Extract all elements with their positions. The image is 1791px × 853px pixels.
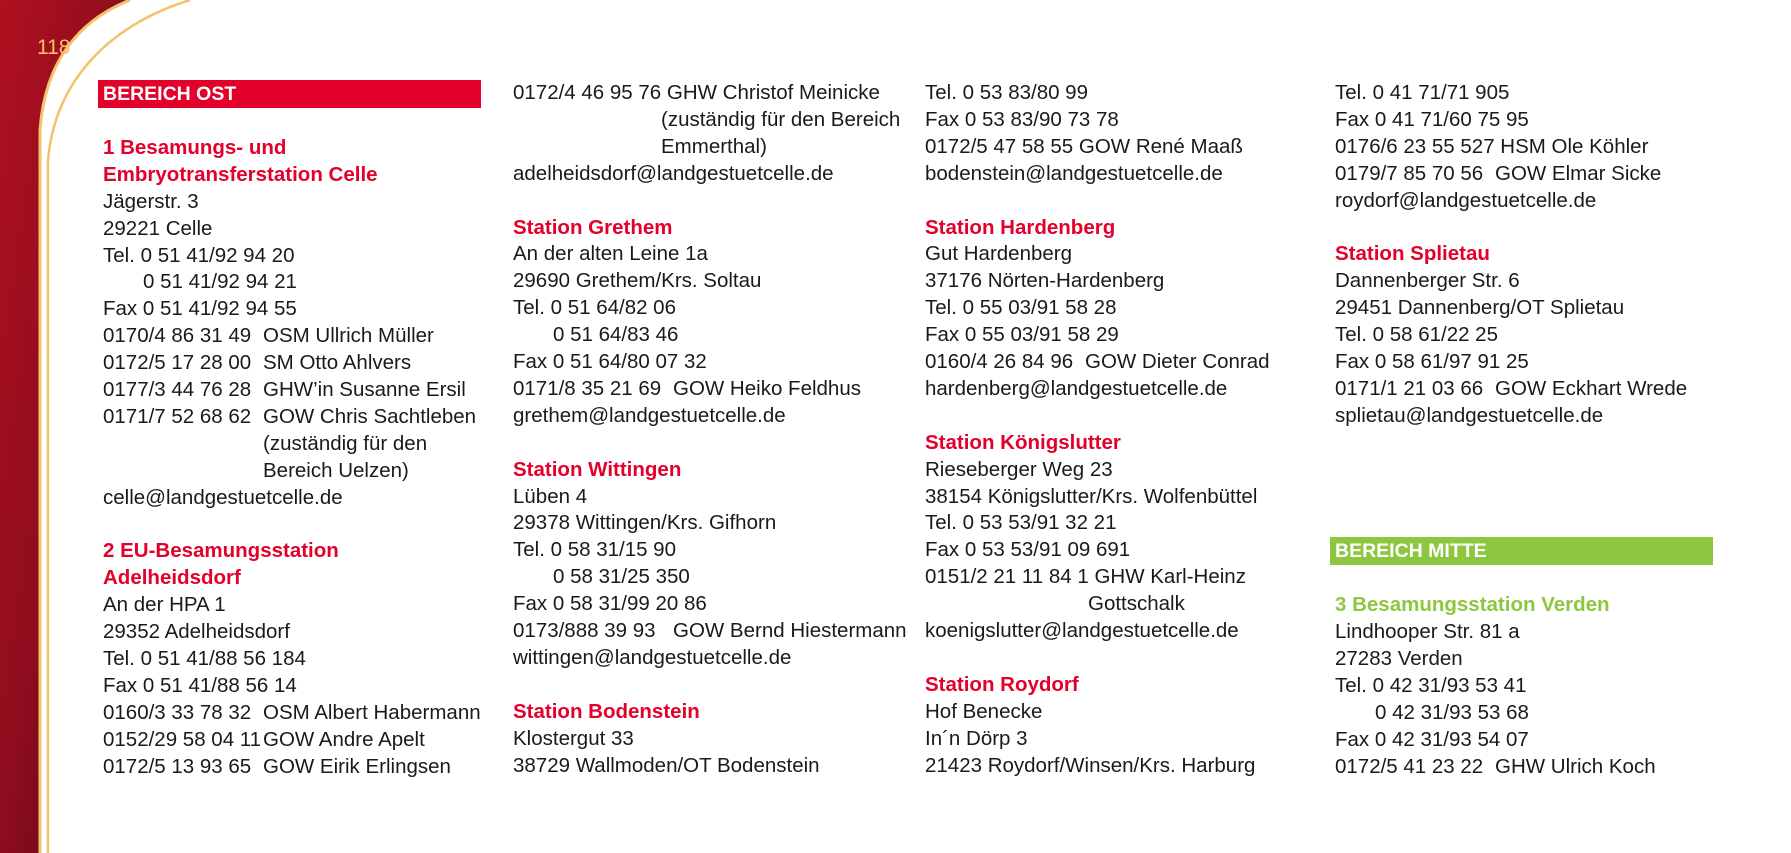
address-street: An der alten Leine 1a — [513, 242, 708, 266]
contact-row — [1335, 376, 1713, 403]
contact-note: (zuständig für den — [263, 431, 428, 455]
phone: Tel. 0 53 53/91 32 21 — [925, 511, 1117, 535]
contact-number: 0171/7 52 68 62 — [103, 404, 252, 428]
contact-name: GOW Heiko Feldhus — [673, 376, 861, 400]
contact-row: 0172/4 46 95 76 GHW Christof Meinicke — [513, 81, 880, 104]
contact-row — [1335, 161, 1713, 188]
contact-number: 0172/5 17 28 00 — [103, 351, 252, 375]
contact-note: Emmerthal) — [661, 134, 767, 158]
column-1 — [103, 80, 481, 781]
contact-number: 0173/888 39 93 — [513, 619, 656, 643]
contact-number: 0171/1 21 03 66 — [1335, 376, 1484, 400]
fax: Fax 0 53 53/91 09 691 — [925, 538, 1131, 562]
phone: 0 51 41/92 94 21 — [143, 270, 297, 294]
email-link[interactable]: bodenstein@landgestuetcelle.de — [925, 161, 1223, 185]
address-city: 29221 Celle — [103, 216, 213, 240]
station-title: 1 Besamungs- und — [103, 135, 287, 159]
address-street: Rieseberger Weg 23 — [925, 457, 1113, 481]
contact-note: Gottschalk — [1088, 592, 1185, 616]
fax: Fax 0 42 31/93 54 07 — [1335, 727, 1529, 751]
station-title: Station Splietau — [1335, 242, 1490, 266]
column-4 — [1335, 80, 1713, 781]
fax: Fax 0 53 83/90 73 78 — [925, 107, 1119, 131]
contact-row — [513, 618, 907, 645]
contact-row — [103, 404, 481, 431]
email-link[interactable]: adelheidsdorf@landgestuetcelle.de — [513, 161, 834, 185]
contact-name: OSM Albert Habermann — [263, 700, 481, 724]
contact-number: 0160/3 33 78 32 — [103, 700, 252, 724]
email-link[interactable]: grethem@landgestuetcelle.de — [513, 403, 786, 427]
phone: Tel. 0 53 83/80 99 — [925, 81, 1088, 104]
contact-name: GOW Andre Apelt — [263, 727, 425, 751]
contact-name: OSM Ullrich Müller — [263, 324, 434, 348]
phone: 0 51 64/83 46 — [553, 323, 679, 347]
station-title: Station Grethem — [513, 215, 673, 239]
address-city: 29690 Grethem/Krs. Soltau — [513, 269, 762, 293]
address-city: 38154 Königslutter/Krs. Wolfenbüttel — [925, 484, 1258, 508]
column-2 — [513, 80, 907, 780]
phone: 0 42 31/93 53 68 — [1375, 700, 1529, 724]
station-title: Embryotransferstation Celle — [103, 162, 378, 186]
address-street: Klostergut 33 — [513, 726, 634, 750]
contact-row — [1335, 754, 1713, 781]
contact-row: 0176/6 23 55 527 HSM Ole Köhler — [1335, 134, 1649, 158]
address-street: Dannenberger Str. 6 — [1335, 269, 1520, 293]
phone: Tel. 0 42 31/93 53 41 — [1335, 673, 1527, 697]
fax: Fax 0 51 41/88 56 14 — [103, 674, 297, 697]
contact-number: 0170/4 86 31 49 — [103, 324, 252, 348]
address-street: Jägerstr. 3 — [103, 189, 199, 213]
phone: Tel. 0 55 03/91 58 28 — [925, 296, 1117, 320]
address-street: Hof Benecke — [925, 699, 1043, 723]
contact-name: GOW Eckhart Wrede — [1495, 376, 1688, 400]
station-title: Station Hardenberg — [925, 215, 1116, 239]
contact-row: 0172/5 47 58 55 GOW René Maaß — [925, 134, 1243, 158]
contact-note: Bereich Uelzen) — [263, 458, 409, 482]
contact-name: GOW Eirik Erlingsen — [263, 754, 451, 778]
column-3 — [925, 80, 1270, 780]
fax: Fax 0 55 03/91 58 29 — [925, 323, 1119, 347]
contact-name: GOW Chris Sachtleben — [263, 404, 477, 428]
contact-number: 0171/8 35 21 69 — [513, 376, 662, 400]
phone: Tel. 0 58 31/15 90 — [513, 538, 676, 562]
contact-row — [103, 700, 481, 727]
address-city: 29352 Adelheidsdorf — [103, 620, 290, 644]
address-city: 27283 Verden — [1335, 647, 1463, 671]
section-header-bereich-mitte: BEREICH MITTE — [1330, 537, 1713, 565]
fax: Fax 0 58 31/99 20 86 — [513, 592, 707, 616]
page-number: 118 — [37, 36, 71, 59]
contact-name: GOW Dieter Conrad — [1085, 350, 1270, 374]
email-link[interactable]: celle@landgestuetcelle.de — [103, 485, 343, 509]
station-title: Adelheidsdorf — [103, 566, 241, 590]
station-title: Station Wittingen — [513, 457, 682, 481]
contact-name: GOW Elmar Sicke — [1495, 161, 1662, 185]
contact-name: GOW Bernd Hiestermann — [673, 619, 907, 643]
address-street: Lindhooper Str. 81 a — [1335, 620, 1520, 644]
contact-number: 0177/3 44 76 28 — [103, 378, 252, 402]
contact-name: SM Otto Ahlvers — [263, 351, 412, 375]
contact-name: GHW’in Susanne Ersil — [263, 378, 466, 402]
phone: Tel. 0 51 64/82 06 — [513, 296, 676, 320]
email-link[interactable]: hardenberg@landgestuetcelle.de — [925, 376, 1228, 400]
contact-name: GHW Ulrich Koch — [1495, 754, 1656, 778]
email-link[interactable]: roydorf@landgestuetcelle.de — [1335, 188, 1597, 212]
contact-number: 0179/7 85 70 56 — [1335, 161, 1484, 185]
contact-row: 0151/2 21 11 84 1 GHW Karl-Heinz — [925, 565, 1246, 589]
address-street: In´n Dörp 3 — [925, 726, 1028, 750]
address-city: 29378 Wittingen/Krs. Gifhorn — [513, 511, 777, 535]
contact-row — [513, 376, 907, 403]
fax: Fax 0 58 61/97 91 25 — [1335, 350, 1529, 374]
address-city: 21423 Roydorf/Winsen/Krs. Harburg — [925, 753, 1256, 777]
email-link[interactable]: splietau@landgestuetcelle.de — [1335, 403, 1604, 427]
contact-row — [103, 754, 481, 781]
contact-number: 0152/29 58 04 11 — [103, 727, 262, 751]
address-street: Lüben 4 — [513, 484, 588, 508]
station-title: Station Roydorf — [925, 672, 1079, 696]
phone: Tel. 0 58 61/22 25 — [1335, 323, 1498, 347]
address-street: An der HPA 1 — [103, 593, 226, 617]
contact-row — [103, 727, 481, 754]
section-header-bereich-ost: BEREICH OST — [98, 80, 481, 108]
contact-row — [925, 349, 1270, 376]
contact-note: (zuständig für den Bereich — [661, 107, 901, 131]
fax: Fax 0 51 41/92 94 55 — [103, 297, 297, 321]
phone: Tel. 0 51 41/88 56 184 — [103, 647, 306, 671]
phone: Tel. 0 51 41/92 94 20 — [103, 243, 295, 267]
fax: Fax 0 51 64/80 07 32 — [513, 350, 707, 374]
station-title: Station Bodenstein — [513, 699, 700, 723]
station-title: 2 EU-Besamungsstation — [103, 539, 339, 563]
address-city: 37176 Nörten-Hardenberg — [925, 269, 1165, 293]
address-city: 38729 Wallmoden/OT Bodenstein — [513, 753, 820, 777]
contact-row — [103, 350, 481, 377]
contact-row — [103, 377, 481, 404]
station-title: 3 Besamungsstation Verden — [1335, 593, 1610, 617]
contact-number: 0172/5 41 23 22 — [1335, 754, 1484, 778]
phone: 0 58 31/25 350 — [553, 565, 690, 589]
phone: Tel. 0 41 71/71 905 — [1335, 81, 1510, 104]
contact-number: 0172/5 13 93 65 — [103, 754, 252, 778]
contact-row — [103, 323, 481, 350]
station-title: Station Königslutter — [925, 430, 1121, 454]
fax: Fax 0 41 71/60 75 95 — [1335, 107, 1529, 131]
email-link[interactable]: koenigslutter@landgestuetcelle.de — [925, 619, 1239, 643]
contact-number: 0160/4 26 84 96 — [925, 350, 1074, 374]
address-street: Gut Hardenberg — [925, 242, 1073, 266]
email-link[interactable]: wittingen@landgestuetcelle.de — [513, 646, 792, 669]
address-city: 29451 Dannenberg/OT Splietau — [1335, 296, 1625, 320]
